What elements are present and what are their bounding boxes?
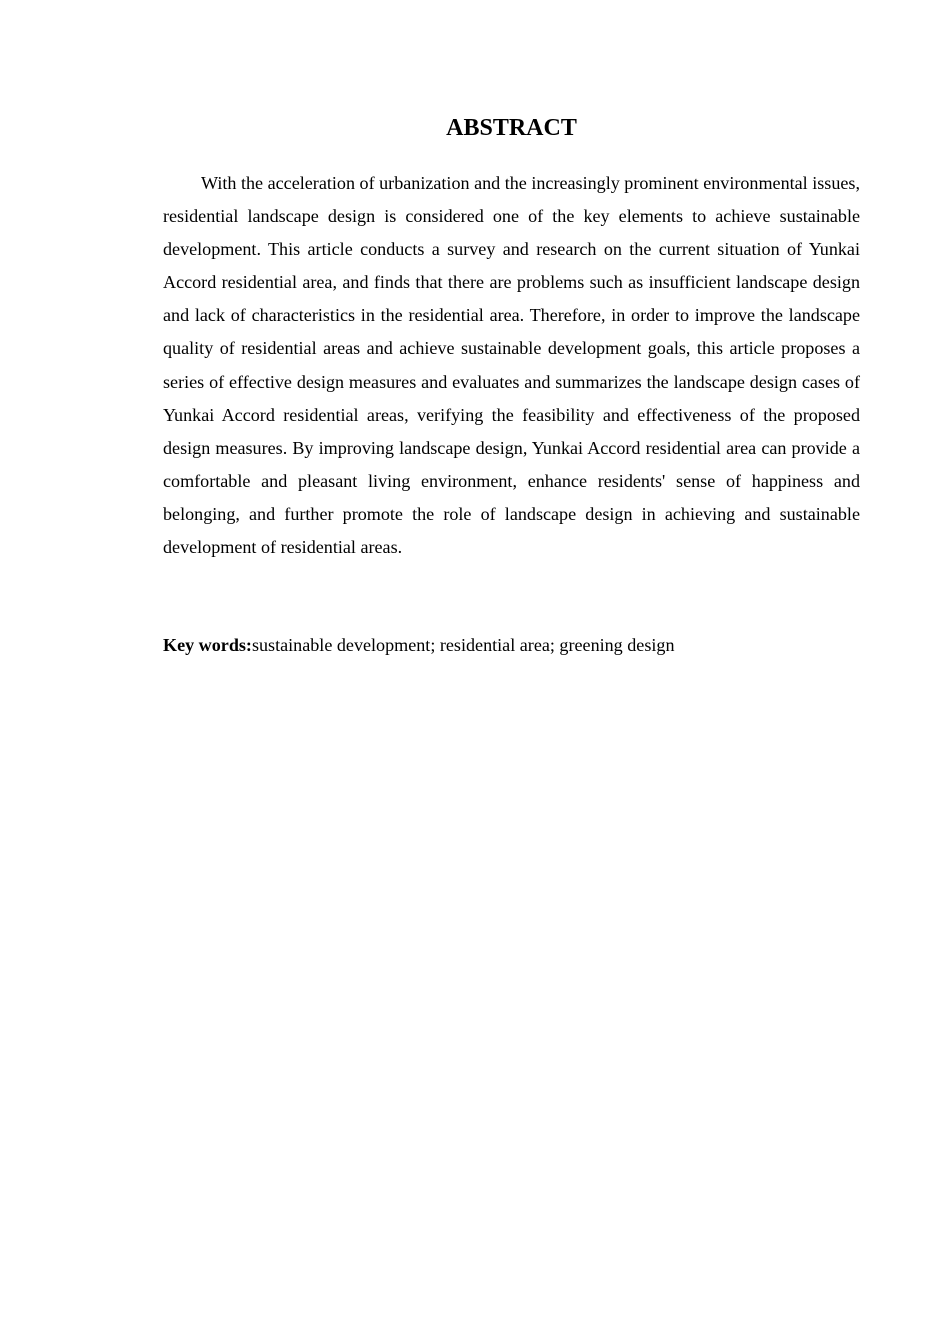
keywords-label: Key words: [163, 635, 252, 655]
abstract-body: With the acceleration of urbanization and the increasingly prominent environmental issues, residential landscape design is considered one of the key elements to achieve sustainable development. This article conducts a survey and research on the current situation of Yunkai Accord residential area, and finds that there are problems such as insufficient landscape design and lack of characteristics in the residential area. Therefore, in order to improve the landscape quality of residential areas and achieve sustainable development goals, this article proposes a series of effective design measures and evaluates and summarizes the landscape design cases of Yunkai Accord residential areas, verifying the feasibility and effectiveness of the proposed design measures. By improving landscape design, Yunkai Accord residential area can provide a comfortable and pleasant living environment, enhance residents' sense of happiness and belonging, and further promote the role of landscape design in achieving and sustainable development of residential areas. [163, 173, 860, 558]
keywords-line [163, 629, 860, 662]
keywords-text: sustainable development; residential area; greening design [251, 635, 675, 655]
abstract-title: ABSTRACT [446, 115, 577, 141]
